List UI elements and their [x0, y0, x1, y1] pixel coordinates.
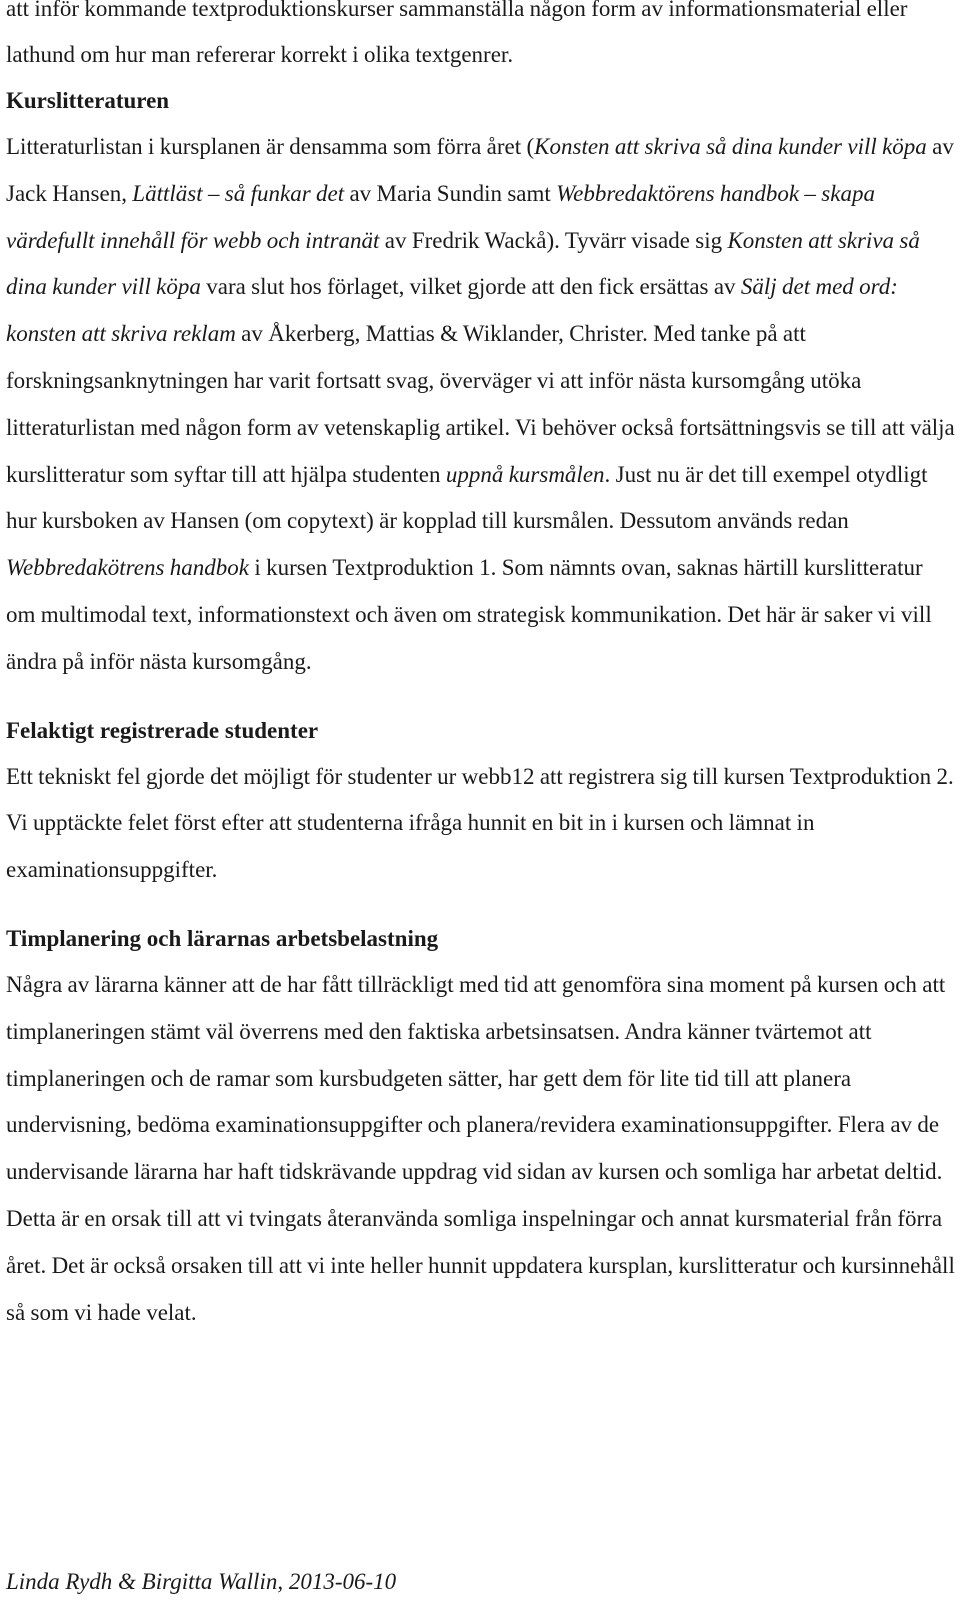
kurslitteratur-text: Litteraturlistan i kursplanen är densamma som förra året (: [6, 134, 535, 159]
book-title-konsten-again: Konsten att skriva så dina kunder vill köpa: [6, 227, 920, 300]
kurslitteratur-paragraph: [6, 124, 956, 686]
felaktigt-paragraph: Ett tekniskt fel gjorde det möjligt för studenter ur webb12 att registrera sig till kursen Textproduktion 2. Vi upptäckte felet först efter att studenterna ifråga hunnit en bit in i kursen och lämnat in examinationsuppgifter.: [6, 763, 954, 883]
kurslitteratur-text: av Åkerberg, Mattias & Wiklander, Christer. Med tanke på att forskningsanknytningen har varit fortsatt svag, överväger vi att inför nästa kursomgång utöka litteraturlistan med någon form av vetenskaplig artikel. Vi behöver också fortsättningsvis se till att välja kurslitteratur som syftar till att hjälpa studenten: [6, 321, 955, 487]
heading-kurslitteraturen: Kurslitteraturen: [6, 88, 170, 113]
kurslitteratur-text: av Jack Hansen,: [6, 134, 954, 206]
book-title-konsten: Konsten att skriva så dina kunder vill köpa: [534, 134, 927, 159]
kurslitteratur-text: vara slut hos förlaget, vilket gjorde att den fick ersättas av: [200, 274, 741, 300]
book-title-salj: Sälj det med ord: konsten att skriva reklam: [6, 274, 898, 347]
document-page: [6, 0, 956, 1336]
kurslitteratur-text: . Just nu är det till exempel otydligt hur kursboken av Hansen (om copytext) är kopplad till kursmålen. Dessutom används redan: [6, 461, 928, 534]
kurslitteratur-text: av Maria Sundin samt: [344, 180, 557, 206]
kurslitteratur-text: i kursen Textproduktion 1. Som nämnts ovan, saknas härtill kurslitteratur om multimodal text, informationstext och även om strategisk kommunikation. Det här är saker vi vill ändra på inför nästa kursomgång.: [6, 555, 932, 674]
timplanering-paragraph: Några av lärarna känner att de har fått tillräckligt med tid att genomföra sina moment på kursen och att timplaneringen stämt väl överrens med den faktiska arbetsinsatsen. Andra känner tvärtemot att timplaneringen och de ramar som kursbudgeten sätter, har gett dem för lite tid till att planera undervisning, bedöma examinationsuppgifter och planera/revidera examinationsuppgifter. Flera av de undervisande lärarna har haft tidskrävande uppdrag vid sidan av kursen och somliga har arbetat deltid. Detta är en orsak till att vi tvingats återanvända somliga inspelningar och annat kursmaterial från förra året. Det är också orsaken till att vi inte heller hunnit uppdatera kursplan, kurslitteratur och kursinnehåll så som vi hade velat.: [6, 971, 955, 1325]
signature: Linda Rydh & Birgitta Wallin, 2013-06-10: [6, 1569, 397, 1594]
book-title-webbredaktorens: Webbredaktörens handbok – skapa värdefullt innehåll för webb och intranät: [6, 180, 875, 253]
intro-paragraph: att inför kommande textproduktionskurser sammanställa någon form av informationsmaterial eller lathund om hur man refererar korrekt i olika textgenrer.: [6, 0, 908, 67]
heading-timplanering: Timplanering och lärarnas arbetsbelastning: [6, 925, 439, 951]
emphasis-kursmalen: uppnå kursmålen: [445, 461, 605, 487]
book-title-webbredakotrens: Webbredakötrens handbok: [6, 555, 249, 581]
heading-felaktigt-registrerade: Felaktigt registrerade studenter: [6, 717, 319, 743]
kurslitteratur-text: av Fredrik Wackå). Tyvärr visade sig: [379, 227, 728, 253]
book-title-lattlast: Lättläst – så funkar det: [132, 180, 345, 206]
